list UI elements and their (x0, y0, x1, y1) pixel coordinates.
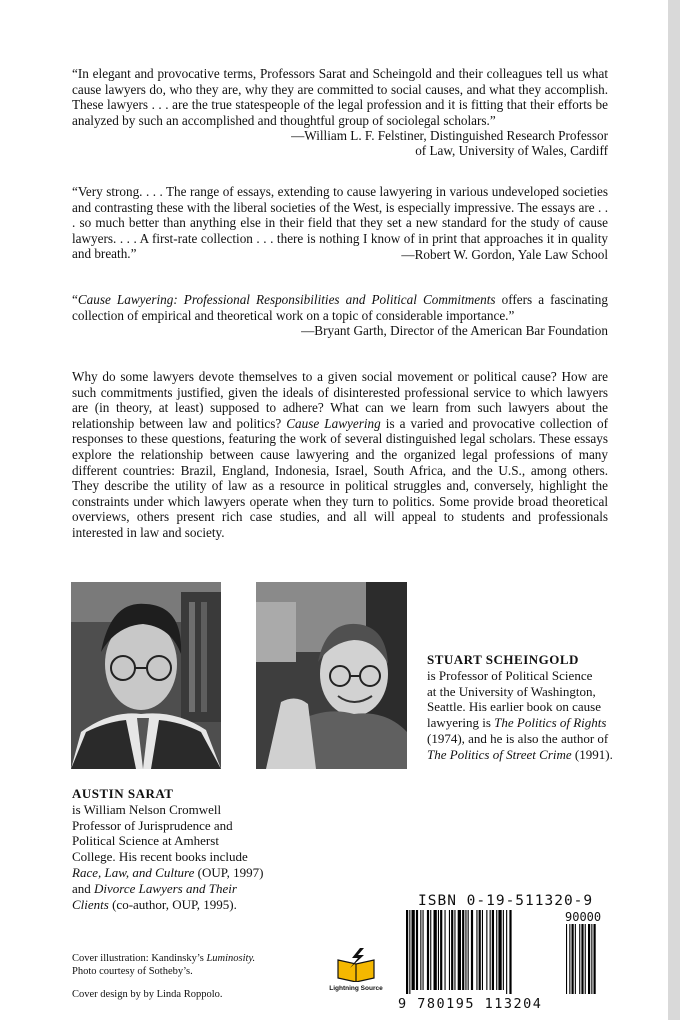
barcode-addon-bar (594, 924, 596, 994)
barcode-bar (496, 910, 497, 990)
barcode-bar (416, 910, 418, 990)
author-photo-scheingold (256, 582, 407, 769)
cover-credits (72, 953, 255, 978)
quote-text: offers a fascinating collection of empirical and theoretical work on a topic of considerable importance.” (72, 292, 608, 323)
description-text-cont: is a varied and provocative collection of responses to these questions, featuring the work of several distinguished legal scholars. These essays explore the relationship between cause lawyering and the organized legal professions of many different countries: Brazil, England, Indonesia, Israel, South Africa, and the U.S., among others. They describe the utility of law as a resource in political struggles and, conversely, highlight the constraints under which lawyers operate when they turn to politics. Some provide broad theoretical overviews, others present rich case studies, and all will appeal to students and professionals interested in law and society. (72, 415, 609, 540)
quote-attribution-line2: of Law, University of Wales, Cardiff (415, 142, 608, 158)
quote-open: “ (72, 292, 78, 307)
book-title: Race, Law, and Culture (72, 864, 195, 880)
barcode-addon-bar (585, 924, 586, 994)
barcode-bar (430, 910, 431, 990)
barcode-addon-bar (581, 924, 583, 994)
quote-felstiner (72, 66, 608, 159)
book-title: The Politics of Street Crime (427, 746, 572, 762)
barcode-bar (434, 910, 437, 990)
bio-line: College. His recent books include (72, 849, 248, 865)
bio-line: is William Nelson Cromwell (72, 801, 222, 817)
book-title: The Politics of Rights (494, 715, 607, 731)
quote-attribution: —Bryant Garth, Director of the American Bar Foundation (301, 323, 608, 339)
bio-line: is Professor of Political Science (427, 667, 593, 683)
isbn-text: ISBN 0-19-511320-9 (418, 893, 594, 909)
barcode-addon-bar (572, 924, 574, 994)
quote-text: “In elegant and provocative terms, Professors Sarat and Scheingold and their colleagues tell us what cause lawyers do, who they are, why they are committed to social causes, and what they accomplish. These lawyers . . . are the true statespeople of the legal profession and it is fitting that their efforts be analyzed by such an accomplished and thoughtful group of sociolegal scholars.” (72, 66, 608, 128)
barcode-bar (427, 910, 429, 990)
barcode-bar (509, 910, 511, 994)
barcode-addon-bar (575, 924, 576, 994)
logo-label: Lightning Source (329, 985, 383, 992)
artwork-title: Luminosity. (206, 953, 256, 964)
book-title: Cause Lawyering (286, 415, 381, 431)
barcode-addon-bar (591, 924, 592, 994)
barcode-bar (423, 910, 424, 990)
barcode-bar (406, 910, 408, 994)
barcode-bar (506, 910, 507, 994)
bio-line: Professor of Jurisprudence and (72, 817, 233, 833)
barcode-bar (409, 910, 410, 994)
barcode-digits: 9 780195 113204 (398, 996, 543, 1012)
barcode-bar (503, 910, 504, 990)
barcode-bar (468, 910, 469, 990)
bio-line: (1991). (571, 746, 613, 762)
book-description (72, 369, 608, 541)
page-edge (668, 0, 680, 1020)
barcode-addon-bar (566, 924, 567, 994)
book-title: Cause Lawyering: Professional Responsibilities and Political Commitments (77, 292, 496, 307)
credit-illustration: Cover illustration: Kandinsky’s (72, 953, 207, 964)
quote-attribution: —William L. F. Felstiner, Distinguished Research Professor (291, 128, 608, 144)
bio-line: lawyering is (427, 715, 495, 731)
barcode-bar (498, 910, 501, 990)
cover-design-credit: Cover design by by Linda Roppolo. (72, 989, 223, 1000)
barcode-bar (486, 910, 487, 990)
bio-line: Seattle. His earlier book on cause (427, 699, 601, 715)
barcode-bar (451, 910, 453, 990)
photo-scheingold-image (256, 582, 407, 769)
barcode-addon-bar (569, 924, 570, 994)
lightning-book-icon (334, 948, 378, 982)
quote-gordon (72, 184, 608, 263)
barcode-bar (420, 910, 421, 990)
photo-sarat-image (71, 582, 221, 769)
bio-line: at the University of Washington, (427, 683, 596, 699)
author-name: STUART SCHEINGOLD (427, 652, 579, 667)
barcode-bar (479, 910, 481, 990)
author-name: AUSTIN SARAT (72, 786, 174, 801)
bio-scheingold (427, 652, 613, 763)
publisher-logo (326, 948, 386, 1000)
bio-line: (OUP, 1997) (194, 864, 264, 880)
barcode-addon-number: 90000 (565, 910, 602, 924)
barcode-bar (412, 910, 415, 990)
barcode-addon-bar (588, 924, 590, 994)
bio-line: and (72, 880, 95, 896)
credit-photo: Photo courtesy of Sotheby’s. (72, 965, 193, 977)
barcode-bar (492, 910, 494, 990)
barcode-bar (490, 910, 491, 990)
quote-attribution: —Robert W. Gordon, Yale Law School (401, 246, 608, 262)
barcode-bar (454, 910, 455, 990)
barcode-bar (440, 910, 442, 990)
bio-line: (co-author, OUP, 1995). (108, 896, 237, 912)
barcode-bar (438, 910, 439, 990)
barcode-bar (462, 910, 464, 990)
quote-text: “Very strong. . . . The range of essays, extending to cause lawyering in various undeveloped societies and contrasting these with the liberal societies of the West, is especially impressive. The essays are . . . so much better than anything else in their field that they set a new standard for the study of cause lawyers. . . . A first-rate collection . . . there is nothing I know of in print that approaches it in quality and breath.” (72, 184, 608, 262)
bio-line: Political Science at Amherst (72, 833, 219, 849)
quote-garth (72, 292, 608, 339)
author-photo-sarat (71, 582, 221, 769)
bio-line: (1974), and he is also the author of (427, 730, 609, 746)
barcode-addon-bar (579, 924, 580, 994)
barcode-bar (471, 910, 473, 990)
book-title: Divorce Lawyers and Their (94, 880, 237, 896)
barcode-bar (476, 910, 477, 990)
barcode-bar (482, 910, 483, 990)
description-text: Why do some lawyers devote themselves to a given social movement or political cause? How are such commitments justified, given the ideals of disinterested professional service to which lawyers are (in theory, at least) supposed to adhere? What can we learn from such lawyers about the relationship between law and politics? (72, 369, 608, 431)
barcode-bar (458, 910, 461, 990)
bio-sarat (72, 786, 263, 912)
barcode-bar (445, 910, 446, 990)
book-title: Clients (72, 896, 109, 912)
barcode-bar (465, 910, 466, 990)
barcode-bar (449, 910, 450, 990)
